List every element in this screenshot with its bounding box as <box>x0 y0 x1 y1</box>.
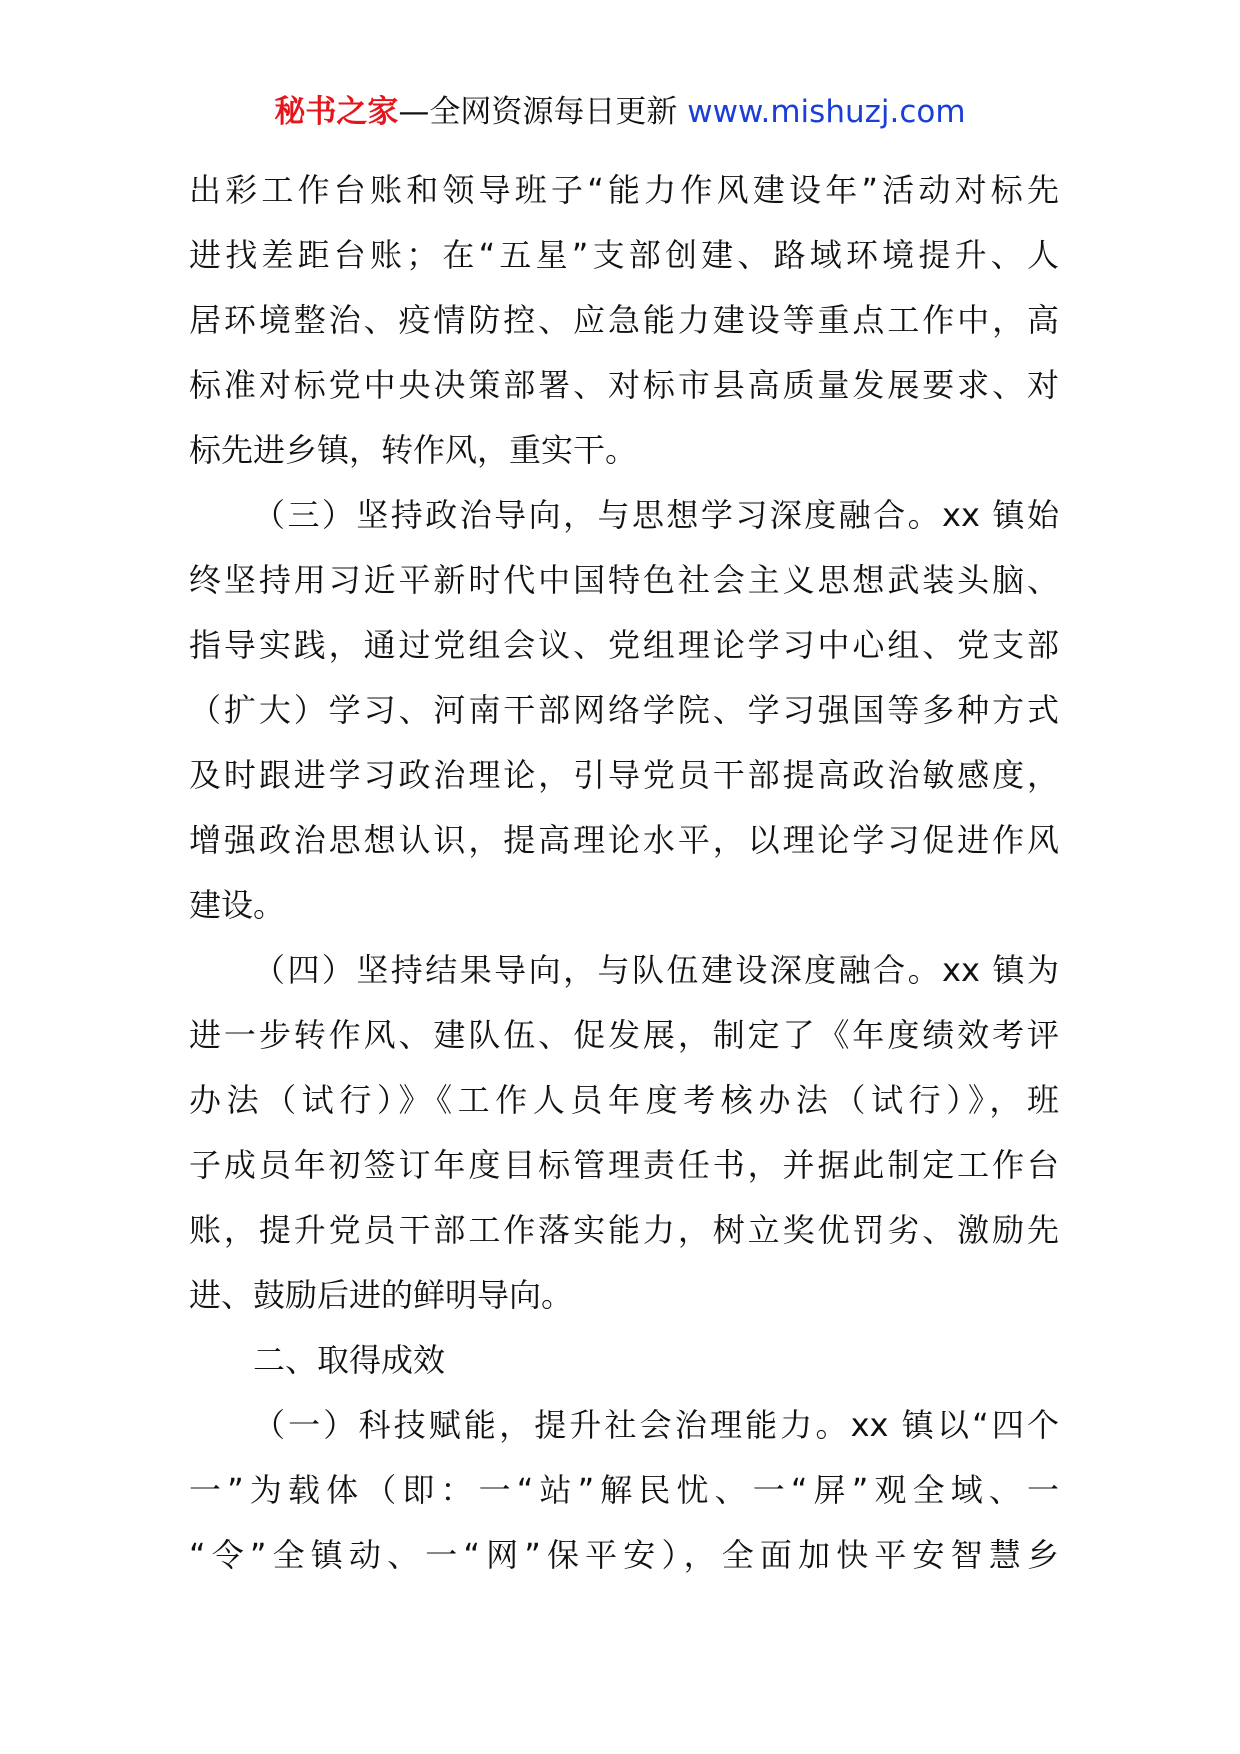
site-url: www.mishuzj.com <box>687 94 966 130</box>
section-heading-line: （一）科技赋能，提升社会治理能力。xx 镇以“四个 <box>253 1406 1059 1444</box>
body-line: “令”全镇动、一“网”保平安），全面加快平安智慧乡 <box>189 1536 1059 1574</box>
body-line: 账，提升党员干部工作落实能力，树立奖优罚劣、激励先 <box>189 1211 1059 1249</box>
body-line: 一”为载体（即：一“站”解民忧、一“屏”观全域、一 <box>189 1471 1059 1509</box>
site-brand: 秘书之家 <box>274 94 399 130</box>
chapter-heading: 二、取得成效 <box>253 1341 446 1379</box>
body-line: 标准对标党中央决策部署、对标市县高质量发展要求、对 <box>189 366 1059 404</box>
site-watermark-header <box>0 92 1240 132</box>
body-line: 标先进乡镇，转作风，重实干。 <box>189 431 638 469</box>
section-heading-line: （四）坚持结果导向，与队伍建设深度融合。xx 镇为 <box>253 951 1059 989</box>
body-line: 进、鼓励后进的鲜明导向。 <box>189 1276 574 1314</box>
body-line: 增强政治思想认识，提高理论水平，以理论学习促进作风 <box>189 821 1059 859</box>
site-slogan: —全网资源每日更新 <box>398 94 688 130</box>
body-line: 指导实践，通过党组会议、党组理论学习中心组、党支部 <box>189 626 1059 664</box>
body-line: 进一步转作风、建队伍、促发展，制定了《年度绩效考评 <box>189 1016 1059 1054</box>
body-line: 建设。 <box>189 886 286 924</box>
body-line: 出彩工作台账和领导班子“能力作风建设年”活动对标先 <box>189 171 1059 209</box>
body-line: 进找差距台账；在“五星”支部创建、路域环境提升、人 <box>189 236 1059 274</box>
body-line: 及时跟进学习政治理论，引导党员干部提高政治敏感度， <box>189 756 1059 794</box>
body-line: 终坚持用习近平新时代中国特色社会主义思想武装头脑、 <box>189 561 1059 599</box>
body-line: 办法（试行）》《工作人员年度考核办法（试行）》，班 <box>189 1081 1059 1119</box>
body-line: 子成员年初签订年度目标管理责任书，并据此制定工作台 <box>189 1146 1059 1184</box>
section-heading-line: （三）坚持政治导向，与思想学习深度融合。xx 镇始 <box>253 496 1059 534</box>
document-body <box>189 158 1059 1588</box>
body-line: 居环境整治、疫情防控、应急能力建设等重点工作中，高 <box>189 301 1059 339</box>
body-line: （扩大）学习、河南干部网络学院、学习强国等多种方式 <box>189 691 1059 729</box>
